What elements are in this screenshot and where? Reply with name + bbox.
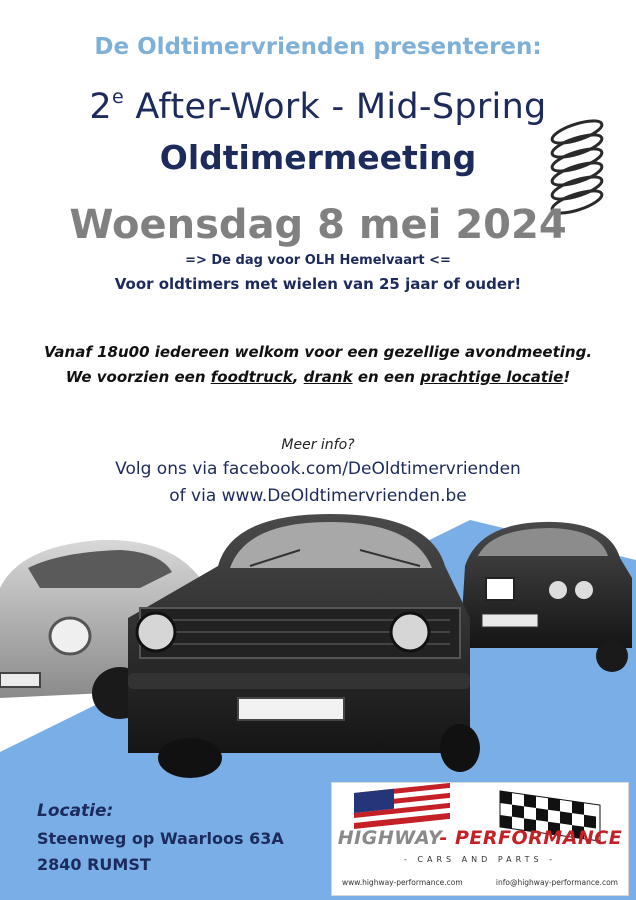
welcome-line: Vanaf 18u00 iedereen welkom voor een gezellige avondmeeting.: [43, 343, 593, 361]
provisions-line: We voorzien een foodtruck, drank en een prachtige locatie!: [65, 368, 571, 386]
bmw-car: [460, 522, 632, 672]
website-line: of via www.DeOldtimervrienden.be: [169, 486, 467, 506]
eligibility-line: Voor oldtimers met wielen van 25 jaar of ouder!: [114, 275, 522, 293]
sponsor-name: HIGHWAY- PERFORMANCE: [337, 827, 623, 849]
us-flag-icon: [354, 783, 450, 829]
event-date: Woensdag 8 mei 2024: [69, 202, 567, 248]
cars-photo: [0, 508, 636, 788]
sponsor-tagline: - CARS AND PARTS -: [404, 855, 556, 864]
edition-title: 2e After-Work - Mid-Spring: [89, 86, 547, 127]
foodtruck-word: foodtruck: [210, 368, 293, 386]
more-info-label: Meer info?: [281, 437, 355, 453]
sponsor-email: info@highway-performance.com: [495, 878, 618, 887]
volvo-car: [128, 514, 480, 778]
drinks-word: drank: [303, 368, 353, 386]
presenter-line: De Oldtimervrienden presenteren:: [94, 34, 542, 60]
date-note: => De dag voor OLH Hemelvaart <=: [185, 253, 451, 268]
event-name: Oldtimermeeting: [159, 138, 477, 177]
sponsor-website: www.highway-performance.com: [342, 878, 463, 887]
location-word: prachtige locatie: [420, 368, 564, 386]
location-street: Steenweg op Waarloos 63A: [37, 829, 284, 848]
location-city: 2840 RUMST: [37, 855, 151, 874]
sponsor-logo-box: [331, 782, 629, 896]
facebook-line: Volg ons via facebook.com/DeOldtimervrienden: [115, 459, 521, 479]
location-label: Locatie:: [37, 801, 114, 821]
